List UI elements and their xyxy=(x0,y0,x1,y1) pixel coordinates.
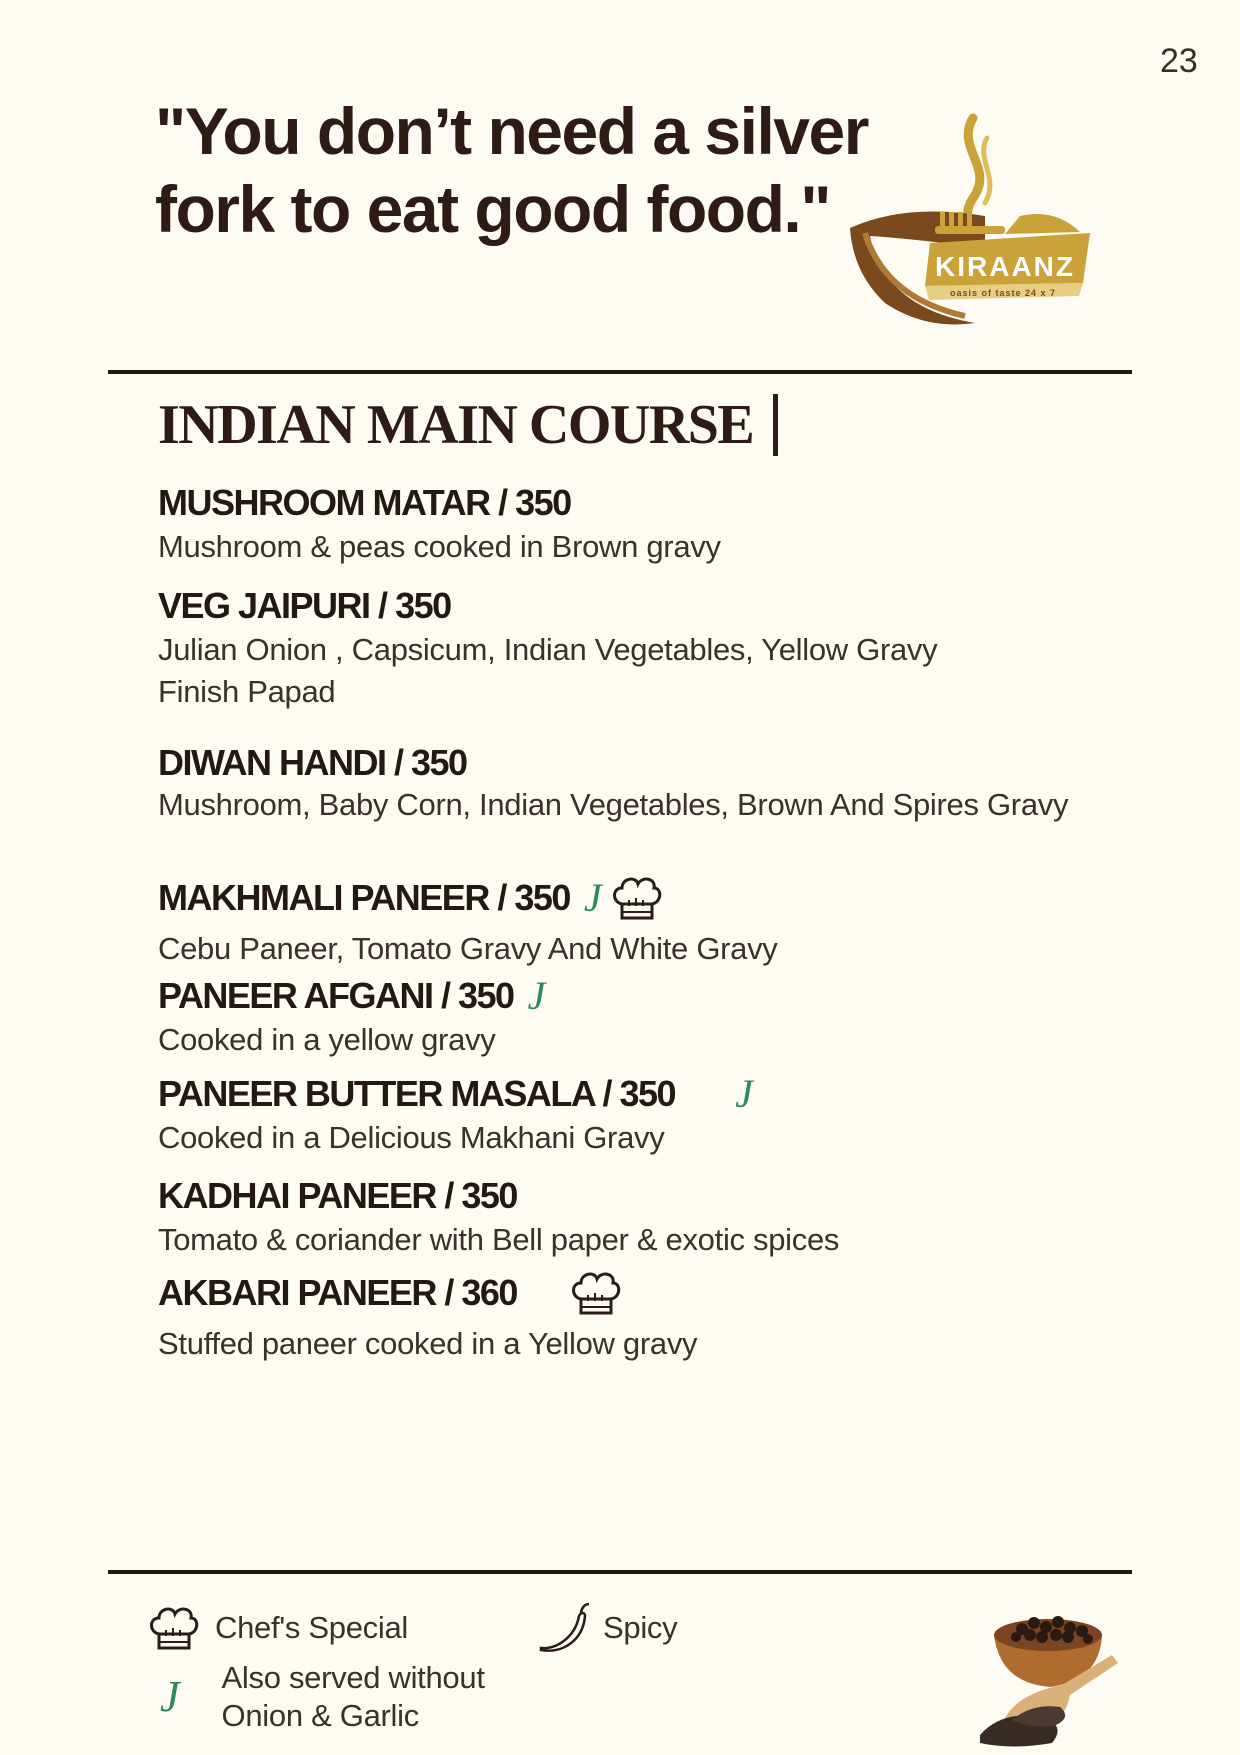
legend-spicy-label: Spicy xyxy=(603,1610,678,1645)
top-divider xyxy=(108,370,1132,374)
chef-hat-icon xyxy=(567,1265,623,1321)
jain-symbol-icon: J xyxy=(160,1672,180,1721)
legend-chef-label: Chef's Special xyxy=(215,1610,408,1645)
item-name: KADHAI PANEER / 350 xyxy=(158,1175,517,1216)
bottom-divider xyxy=(108,1570,1132,1574)
chef-hat-icon xyxy=(608,870,664,926)
logo-brand: KIRAANZ xyxy=(935,251,1075,282)
item-desc: Mushroom & peas cooked in Brown gravy xyxy=(158,529,721,564)
menu-item-paneer-afgani xyxy=(158,975,1078,1061)
peppercorn-bowl-image xyxy=(972,1585,1132,1750)
menu-item-mushroom-matar xyxy=(158,482,1078,568)
section-title-text: INDIAN MAIN COURSE xyxy=(158,394,754,456)
item-desc: Tomato & coriander with Bell paper & exotic spices xyxy=(158,1222,840,1257)
menu-item-veg-jaipuri xyxy=(158,585,1078,713)
menu-item-akbari-paneer xyxy=(158,1265,1078,1365)
item-desc: Mushroom, Baby Corn, Indian Vegetables, Brown And Spires Gravy xyxy=(158,787,1069,822)
legend-jain xyxy=(160,1659,485,1735)
menu-item-paneer-butter-masala xyxy=(158,1073,1078,1159)
quote-line-1: "You don’t need a silver xyxy=(155,94,868,168)
logo-tagline: oasis of taste 24 x 7 xyxy=(950,288,1057,298)
item-desc: Cebu Paneer, Tomato Gravy And White Gravy xyxy=(158,931,778,966)
title-bar xyxy=(773,394,778,456)
jain-symbol-icon: J xyxy=(735,1071,753,1116)
jain-symbol-icon: J xyxy=(583,875,602,920)
item-desc: Stuffed paneer cooked in a Yellow gravy xyxy=(158,1326,698,1361)
menu-item-diwan-handi xyxy=(158,742,1078,824)
jain-symbol-icon: J xyxy=(527,973,546,1018)
chili-pepper-icon xyxy=(535,1600,591,1656)
menu-item-kadhai-paneer xyxy=(158,1175,1078,1261)
menu-item-makhmali-paneer xyxy=(158,870,1078,970)
legend xyxy=(140,1595,940,1745)
item-name: PANEER AFGANI / 350 xyxy=(158,975,514,1016)
item-desc: Cooked in a yellow gravy xyxy=(158,1022,496,1057)
item-name: MAKHMALI PANEER / 350 xyxy=(158,877,570,918)
legend-jain-line-2: Onion & Garlic xyxy=(221,1698,419,1733)
item-name: AKBARI PANEER / 360 xyxy=(158,1272,517,1313)
legend-chef xyxy=(145,1600,408,1656)
chef-hat-icon xyxy=(145,1600,201,1656)
kiraanz-logo xyxy=(845,108,1105,348)
quote-line-2: fork to eat good food." xyxy=(155,172,831,246)
page-number: 23 xyxy=(1160,42,1198,80)
quote xyxy=(155,92,875,248)
item-name: MUSHROOM MATAR / 350 xyxy=(158,482,571,523)
item-name: VEG JAIPURI / 350 xyxy=(158,585,451,626)
item-name: DIWAN HANDI / 350 xyxy=(158,742,467,783)
item-name: PANEER BUTTER MASALA / 350 xyxy=(158,1073,676,1114)
legend-jain-line-1: Also served without xyxy=(221,1660,485,1695)
section-title xyxy=(158,393,778,457)
legend-spicy xyxy=(535,1600,677,1656)
item-desc: Cooked in a Delicious Makhani Gravy xyxy=(158,1120,665,1155)
item-desc: Julian Onion , Capsicum, Indian Vegetables, Yellow Gravy Finish Papad xyxy=(158,632,938,709)
